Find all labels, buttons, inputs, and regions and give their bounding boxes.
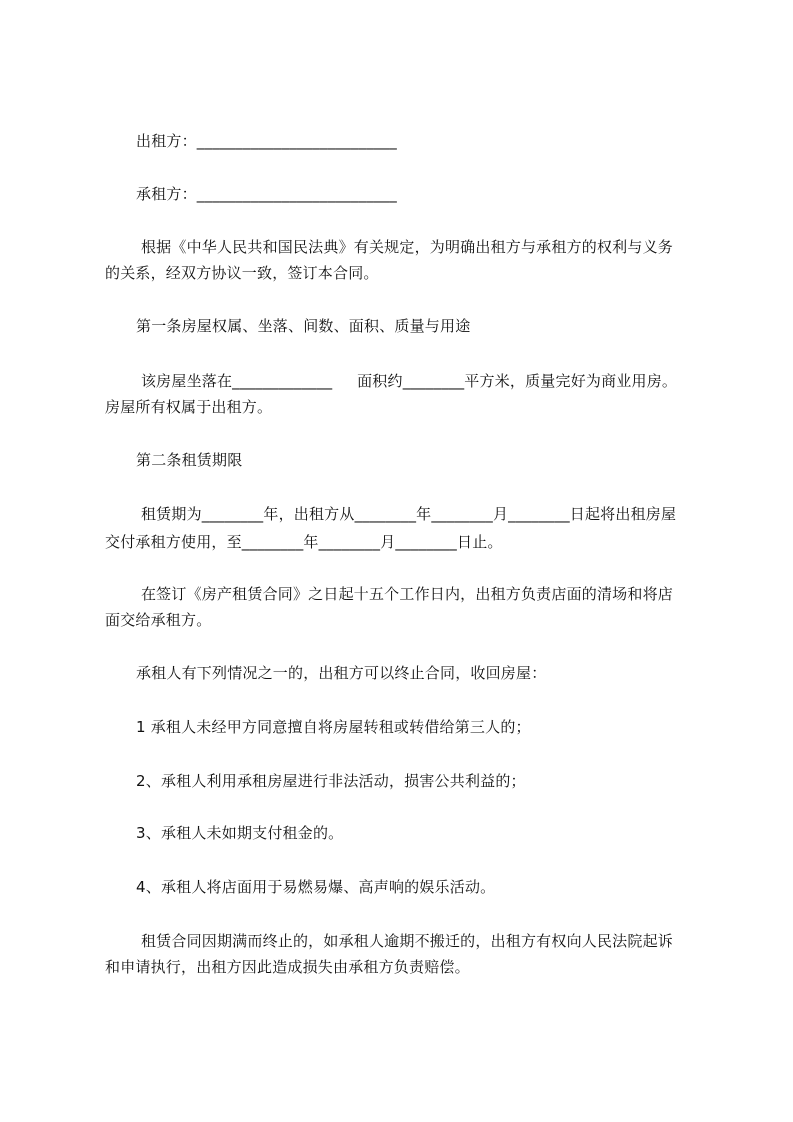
termination-item-3: 3、承租人未如期支付租金的。 xyxy=(136,824,344,842)
termination-item-4: 4、承租人将店面用于易燃易爆、高声响的娱乐活动。 xyxy=(136,878,496,896)
intro-line-2: 的关系，经双方协议一致，签订本合同。 xyxy=(105,264,379,282)
article-2-title: 第二条租赁期限 xyxy=(136,451,243,469)
termination-item-2: 2、承租人利用承租房屋进行非法活动，损害公共利益的； xyxy=(136,772,526,790)
termination-intro: 承租人有下列情况之一的，出租方可以终止合同，收回房屋： xyxy=(136,664,547,682)
lease-term-line-1: 租赁期为________年，出租方从________年________月________日起将出租房屋 xyxy=(136,505,677,523)
expiry-line-1: 租赁合同因期满而终止的，如承租人逾期不搬迁的，出租方有权向人民法院起诉 xyxy=(136,932,673,950)
article-1-title: 第一条房屋权属、坐落、间数、面积、质量与用途 xyxy=(136,317,471,335)
handover-line-2: 面交给承租方。 xyxy=(105,611,212,629)
intro-line-1: 根据《中华人民共和国民法典》有关规定，为明确出租方与承租方的权利与义务 xyxy=(136,238,673,256)
article-1-line-1: 该房屋坐落在_____________ 面积约________平方米，质量完好为商业用房。 xyxy=(136,372,678,390)
article-1-line-2: 房屋所有权属于出租方。 xyxy=(105,398,273,416)
lessor-line: 出租方：__________________________ xyxy=(136,132,398,150)
lessee-line: 承租方：__________________________ xyxy=(136,185,398,203)
lease-term-line-2: 交付承租方使用，至________年________月________日止。 xyxy=(105,533,503,551)
expiry-line-2: 和申请执行，出租方因此造成损失由承租方负责赔偿。 xyxy=(105,958,470,976)
handover-line-1: 在签订《房产租赁合同》之日起十五个工作日内，出租方负责店面的清场和将店 xyxy=(136,585,673,603)
termination-item-1: 1 承租人未经甲方同意擅自将房屋转租或转借给第三人的； xyxy=(136,718,531,736)
